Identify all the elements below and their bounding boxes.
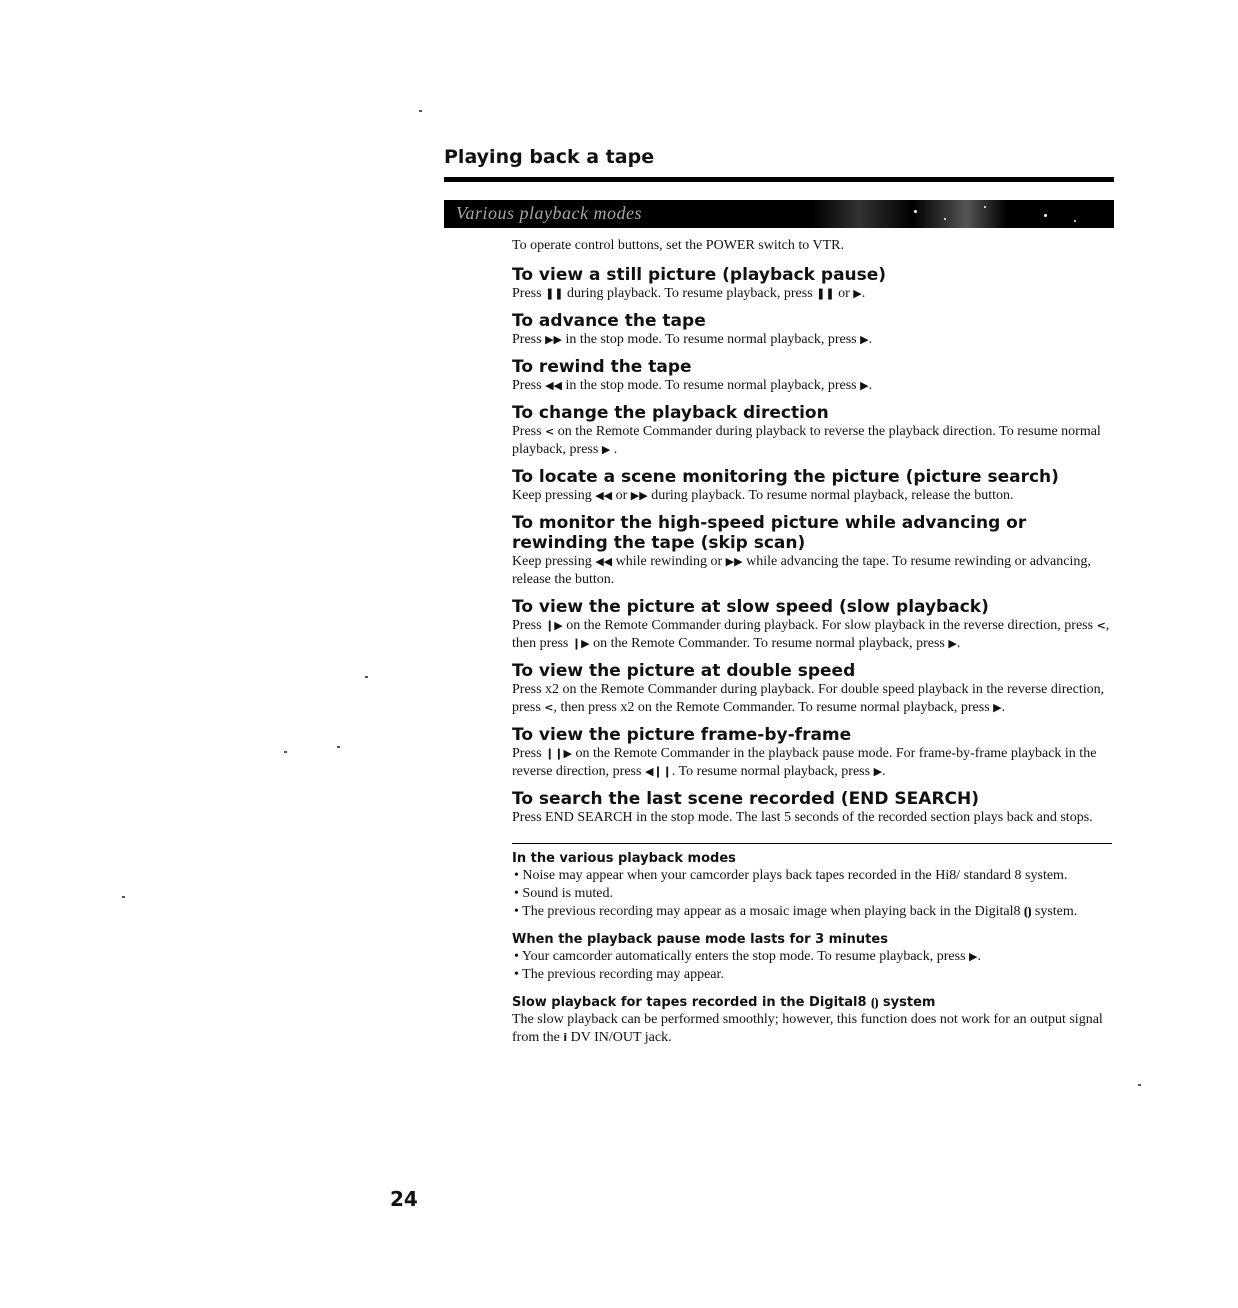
topic-text: Keep pressing ◀◀ while rewinding or ▶▶ while advancing the tape. To resume rewinding or advancing, release the button. [512,554,1091,587]
note-heading: In the various playback modes [512,851,736,866]
topic-heading: To monitor the high-speed picture while advancing or rewinding the tape (skip scan) [512,513,1027,553]
topic-heading: To locate a scene monitoring the picture (picture search) [512,467,1059,487]
note-bullet: • Sound is muted. [514,886,614,901]
note-text: The slow playback can be performed smoothly; however, this function does not work for an output signal from the i DV IN/OUT jack. [512,1012,1103,1045]
play-icon: ▶ [853,287,862,300]
topic-text: Press < on the Remote Commander during playback to reverse the playback direction. To resume normal playback, press ▶ . [512,424,1101,457]
topic-text: Press ❙▶ on the Remote Commander during playback. For slow playback in the reverse direction, press <, then press ❙▶ on the Remote Commander. To resume normal playback, press ▶. [512,618,1110,651]
pause-icon: ❚❚ [816,287,835,300]
topic-heading: To view the picture at slow speed (slow playback) [512,597,989,617]
page-number: 24 [390,1187,418,1211]
rewind-icon: ◀◀ [545,379,562,392]
digital8-logo-icon: ⦗⦘ [871,996,879,1009]
dv-logo-icon: i [563,1031,568,1044]
rewind-icon: ◀◀ [595,555,613,568]
topic-text: Keep pressing ◀◀ or ▶▶ during playback. To resume normal playback, release the button. [512,488,1014,503]
header-rule [444,177,1114,182]
fast-forward-icon: ▶▶ [725,555,743,568]
scan-speck [337,746,340,748]
topic-text: Press ❙❙▶ on the Remote Commander in the playback pause mode. For frame-by-frame playback in the reverse direction, press ◀❙❙. To resume normal playback, press ▶. [512,746,1097,779]
intro-text: To operate control buttons, set the POWER switch to VTR. [512,238,844,253]
play-icon: ▶ [860,333,869,346]
note-heading: Slow playback for tapes recorded in the Digital8 ⦗⦘ system [512,995,936,1010]
topic-text: Press x2 on the Remote Commander during playback. For double speed playback in the reverse direction, press <, then press x2 on the Remote Commander. To resume normal playback, press ▶. [512,682,1105,715]
chapter-title: Playing back a tape [444,146,655,168]
scan-speck [1138,1084,1141,1086]
play-icon: ▶ [948,637,957,650]
pause-icon: ❚❚ [545,287,564,300]
scan-speck [419,110,422,112]
frame-advance-icon: ❙❙▶ [545,747,572,760]
notes-divider [512,843,1112,844]
topic-text: Press END SEARCH in the stop mode. The last 5 seconds of the recorded section plays back and stops. [512,810,1093,825]
note-heading: When the playback pause mode lasts for 3 minutes [512,932,888,947]
play-icon: ▶ [601,443,611,456]
topic-heading: To view the picture at double speed [512,661,856,681]
reverse-icon: < [545,425,555,438]
section-banner [444,200,1114,228]
topic-text: Press ❚❚ during playback. To resume playback, press ❚❚ or ▶. [512,286,866,301]
topic-heading: To view the picture frame-by-frame [512,725,852,745]
reverse-icon: < [1096,619,1106,632]
scan-speck [365,676,368,678]
fast-forward-icon: ▶▶ [545,333,562,346]
topic-heading: To advance the tape [512,311,706,331]
note-bullet: • Your camcorder automatically enters the stop mode. To resume playback, press ▶. [514,949,982,964]
section-title: Various playback modes [456,203,642,223]
topic-heading: To rewind the tape [512,357,692,377]
rewind-icon: ◀◀ [595,489,613,502]
play-icon: ▶ [993,701,1002,714]
frame-reverse-icon: ◀❙❙ [644,765,672,778]
note-bullet: • The previous recording may appear as a mosaic image when playing back in the Digital8 ⦗⦘ system. [514,904,1078,919]
play-icon: ▶ [860,379,869,392]
scan-speck [284,751,287,753]
note-bullet: • The previous recording may appear. [514,967,724,982]
reverse-icon: < [544,701,554,714]
topic-heading: To view a still picture (playback pause) [512,265,887,285]
slow-icon: ❙▶ [545,619,563,632]
digital8-logo-icon: ⦗⦘ [1024,905,1032,918]
topic-text: Press ◀◀ in the stop mode. To resume normal playback, press ▶. [512,378,873,393]
content [512,237,1112,1055]
topic-heading: To change the playback direction [512,403,829,423]
topic-text: Press ▶▶ in the stop mode. To resume normal playback, press ▶. [512,332,873,347]
fast-forward-icon: ▶▶ [630,489,648,502]
slow-icon: ❙▶ [571,637,590,650]
play-icon: ▶ [969,950,978,963]
topic-heading: To search the last scene recorded (END SEARCH) [512,789,980,809]
note-bullet: • Noise may appear when your camcorder plays back tapes recorded in the Hi8/ standard 8 system. [514,868,1068,883]
scan-speck [122,896,125,898]
play-icon: ▶ [873,765,883,778]
